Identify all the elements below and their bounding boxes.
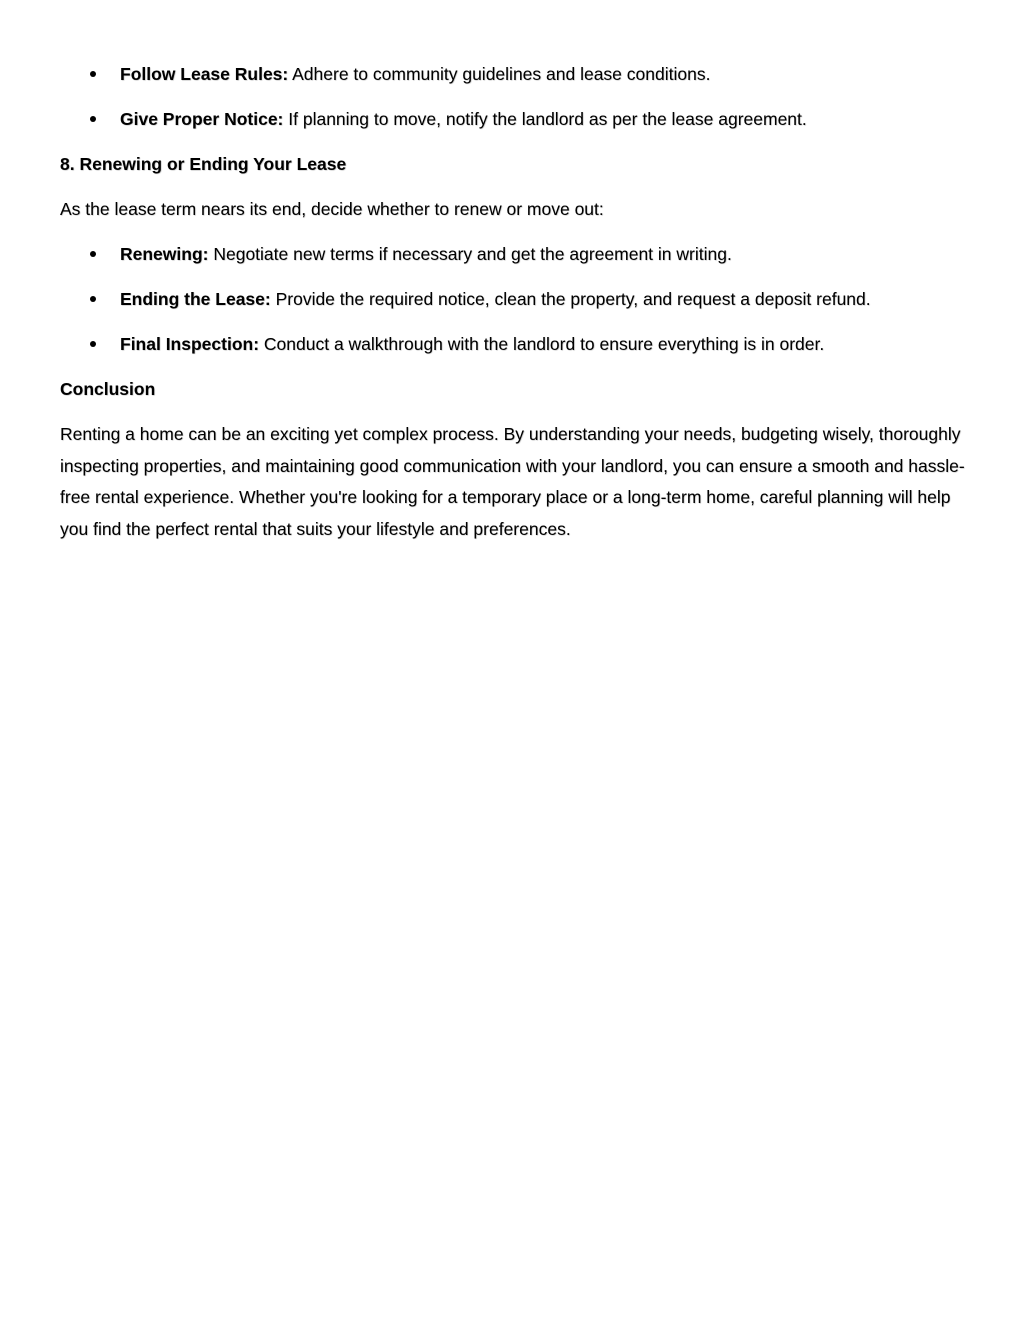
- bullet-term: Ending the Lease:: [120, 289, 271, 309]
- list-item: [120, 333, 824, 355]
- list-item: [120, 288, 871, 310]
- bullet-term: Final Inspection:: [120, 334, 260, 354]
- section-heading: 8. Renewing or Ending Your Lease: [60, 154, 347, 174]
- bullet-text: If planning to move, notify the landlord as per the lease agreement.: [283, 109, 807, 129]
- section-intro: As the lease term nears its end, decide whether to renew or move out:: [60, 199, 604, 219]
- bullet-icon: [90, 251, 96, 257]
- list-item: [120, 108, 807, 130]
- list-item: [120, 243, 732, 265]
- bullet-term: Give Proper Notice:: [120, 109, 284, 129]
- bullet-icon: [90, 71, 96, 77]
- bullet-icon: [90, 341, 96, 347]
- bullet-term: Follow Lease Rules:: [120, 64, 289, 84]
- list-item: [120, 63, 710, 85]
- bullet-icon: [90, 116, 96, 122]
- bullet-term: Renewing:: [120, 244, 209, 264]
- bullet-text: Conduct a walkthrough with the landlord to ensure everything is in order.: [259, 334, 825, 354]
- conclusion-heading: Conclusion: [60, 379, 156, 399]
- bullet-text: Provide the required notice, clean the property, and request a deposit refund.: [270, 289, 871, 309]
- bullet-text: Adhere to community guidelines and lease conditions.: [288, 64, 711, 84]
- conclusion-paragraph: Renting a home can be an exciting yet complex process. By understanding your needs, budgeting wisely, thoroughly inspecting properties, and maintaining good communication with your landlord, you can ensure a smooth and hassle-free rental experience. Whether you're looking for a temporary place or a long-term home, careful planning will help you find the perfect rental that suits your lifestyle and preferences.: [60, 424, 965, 539]
- bullet-icon: [90, 296, 96, 302]
- bullet-text: Negotiate new terms if necessary and get the agreement in writing.: [208, 244, 732, 264]
